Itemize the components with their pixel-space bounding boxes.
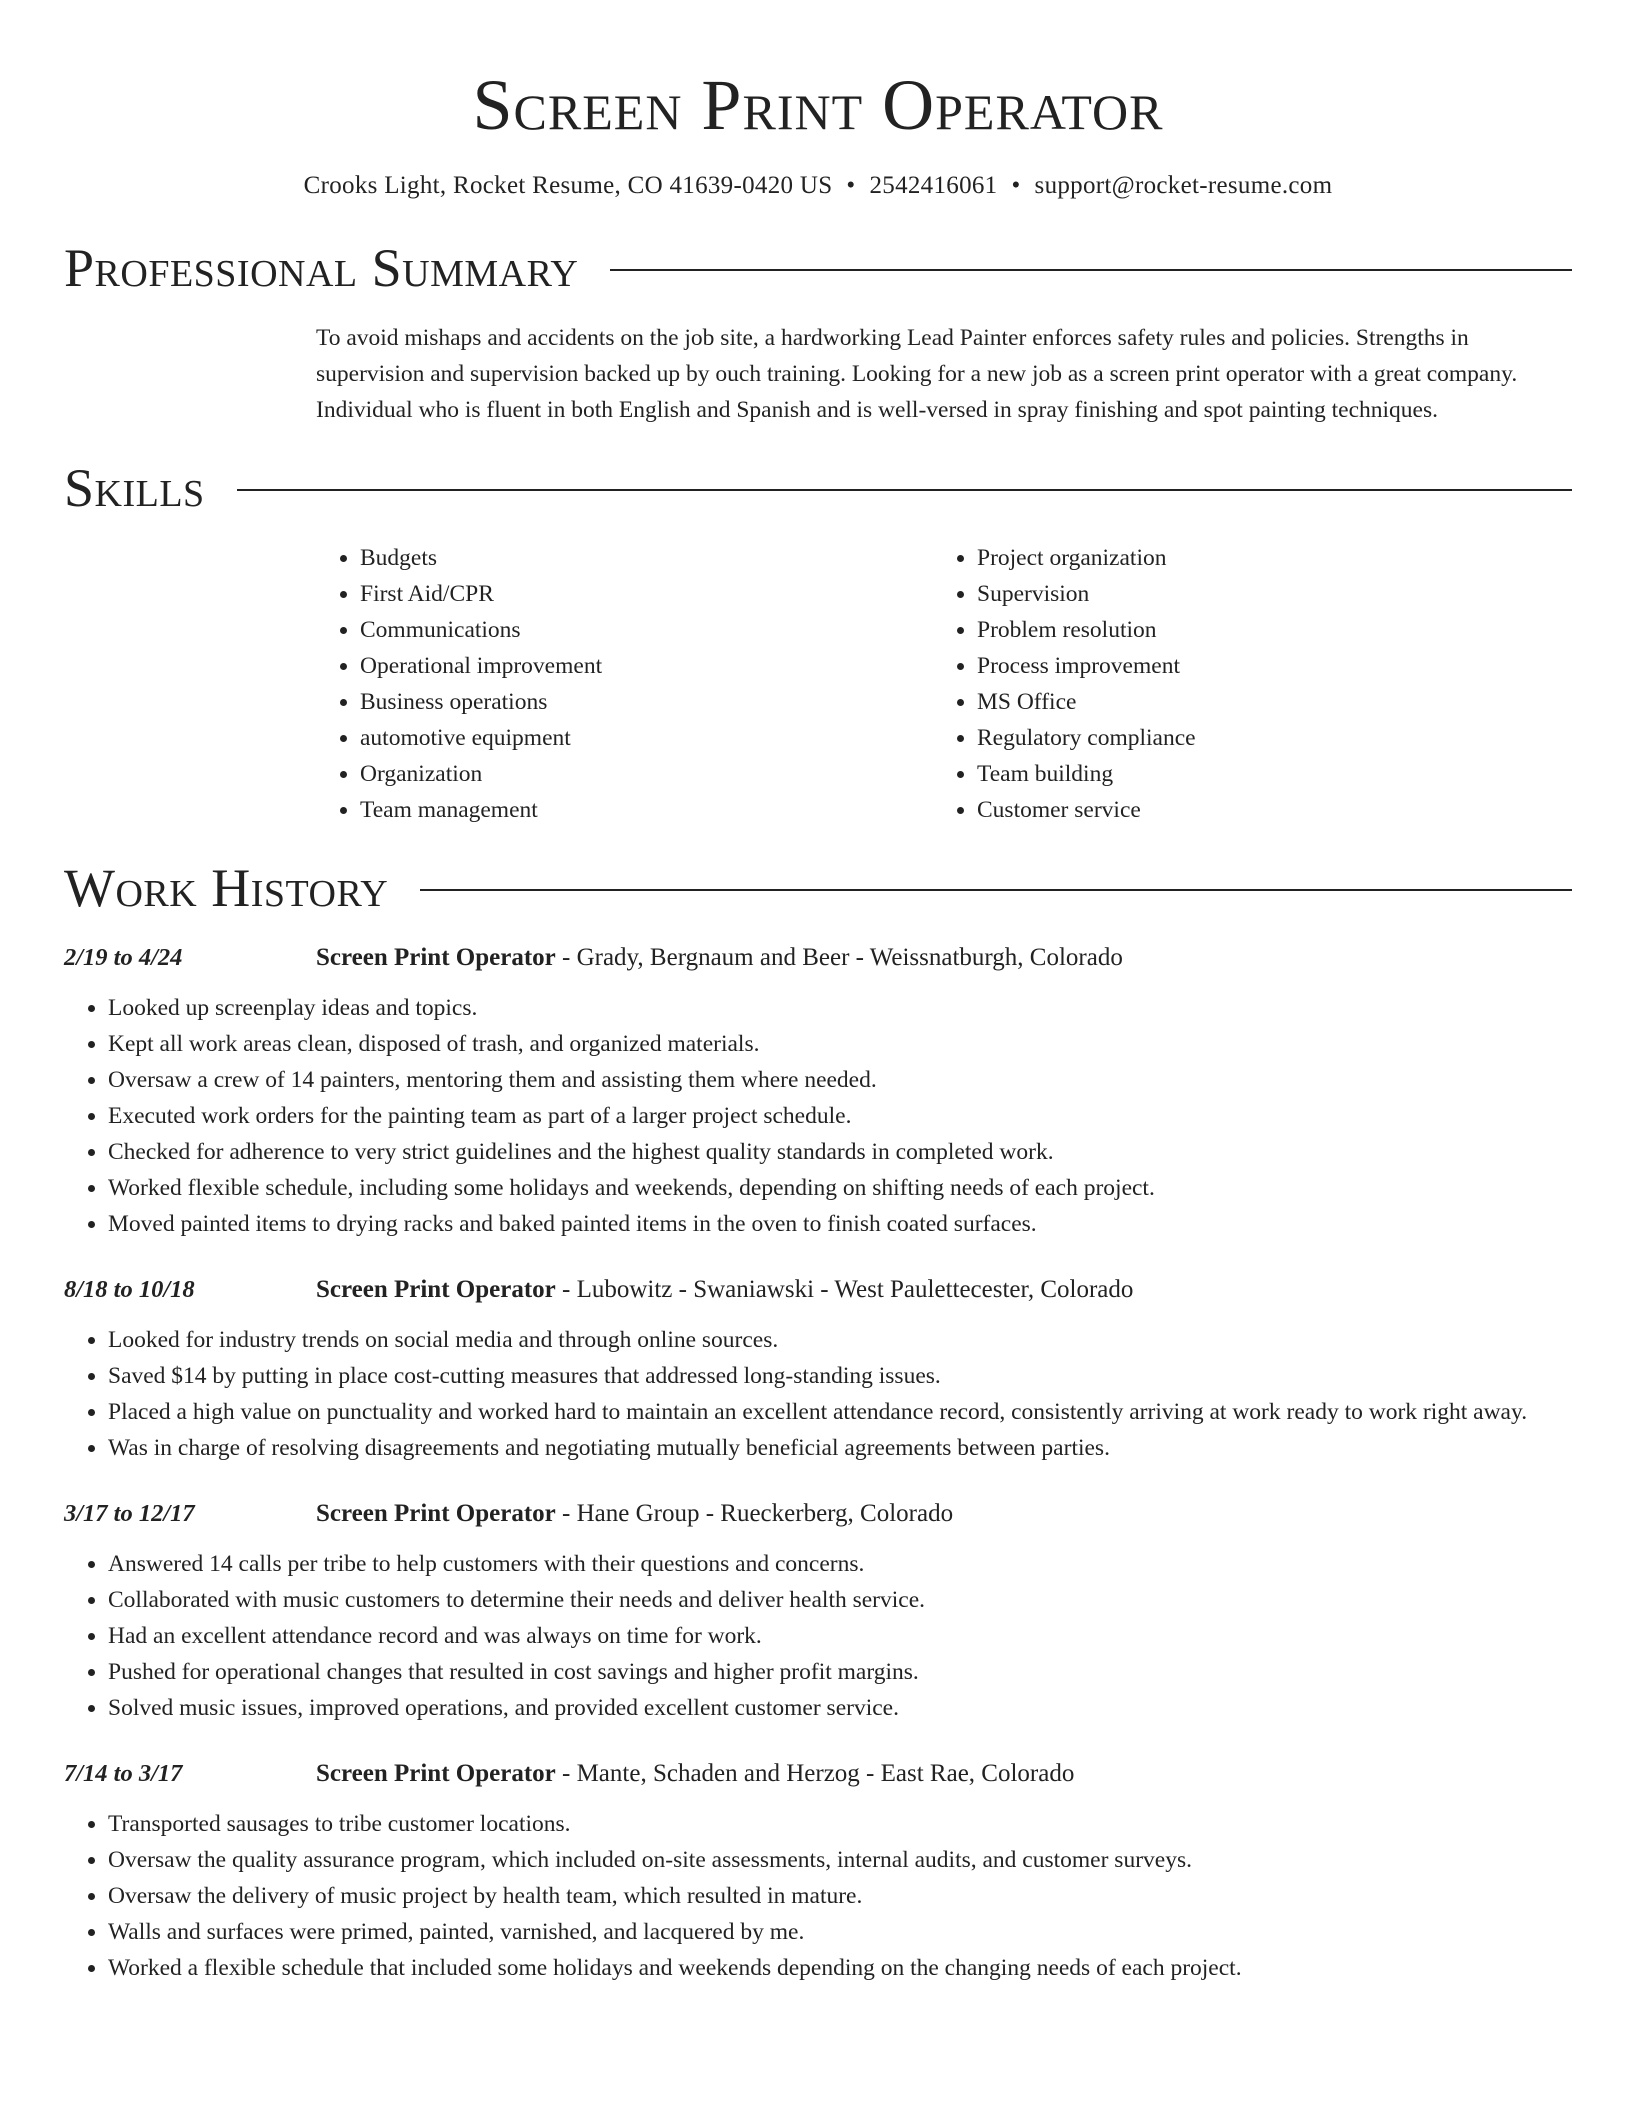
job-employer-location: - Lubowitz - Swaniawski - West Paulettecester, Colorado [555, 1276, 1134, 1303]
job-employer-location: - Hane Group - Rueckerberg, Colorado [555, 1500, 954, 1527]
section-divider [237, 489, 1572, 491]
job-bullet: • Saved $14 by putting in place cost-cutting measures that addressed long-standing issues. [108, 1358, 1572, 1394]
summary-text: To avoid mishaps and accidents on the job site, a hardworking Lead Painter enforces safety rules and policies. Strengths in supervision and supervision backed up by ouch training. Looking for a new job as a screen print operator with a great company. Individual who is fluent in both English and Spanish and is well-versed in spray finishing and spot painting techniques. [316, 325, 1518, 423]
job-header-row [64, 1496, 1572, 1532]
job-bullets [64, 1806, 1572, 1986]
skills-section-header [64, 456, 1572, 520]
contact-email: support@rocket-resume.com [1034, 172, 1333, 199]
skill-item: • Organization [360, 756, 955, 792]
skill-item: • Operational improvement [360, 648, 955, 684]
job-entry [64, 1496, 1572, 1726]
job-bullet: • Kept all work areas clean, disposed of trash, and organized materials. [108, 1026, 1572, 1062]
job-header-row [64, 940, 1572, 976]
job-bullets [64, 1546, 1572, 1726]
skill-item: • Supervision [977, 576, 1572, 612]
job-entry [64, 1756, 1572, 1986]
job-bullets [64, 1322, 1572, 1466]
job-bullet: • Pushed for operational changes that resulted in cost savings and higher profit margins. [108, 1654, 1572, 1690]
job-date: 2/19 to 4/24 [64, 944, 183, 971]
job-employer-location: - Grady, Bergnaum and Beer - Weissnatburgh, Colorado [555, 944, 1123, 971]
skills-column-left [316, 540, 955, 828]
job-heading [316, 1272, 1133, 1308]
job-title: Screen Print Operator [316, 944, 556, 971]
skills-section-title: Skills [64, 458, 205, 518]
skill-item: • Customer service [977, 792, 1572, 828]
job-heading [316, 940, 1123, 976]
job-bullet: • Checked for adherence to very strict guidelines and the highest quality standards in completed work. [108, 1134, 1572, 1170]
job-bullets [64, 990, 1572, 1242]
job-header-row [64, 1272, 1572, 1308]
contact-separator: • [1011, 172, 1021, 199]
job-bullet: • Placed a high value on punctuality and worked hard to maintain an excellent attendance record, consistently arriving at work ready to work right away. [108, 1394, 1572, 1430]
contact-line [64, 170, 1572, 202]
job-bullet: • Moved painted items to drying racks and baked painted items in the oven to finish coated surfaces. [108, 1206, 1572, 1242]
skill-item: • Business operations [360, 684, 955, 720]
skills-list [316, 540, 1572, 828]
job-bullet: • Collaborated with music customers to determine their needs and deliver health service. [108, 1582, 1572, 1618]
job-entry [64, 940, 1572, 1242]
job-date: 7/14 to 3/17 [64, 1760, 183, 1787]
job-bullet: • Was in charge of resolving disagreements and negotiating mutually beneficial agreements between parties. [108, 1430, 1572, 1466]
job-bullet: • Worked flexible schedule, including some holidays and weekends, depending on shifting needs of each project. [108, 1170, 1572, 1206]
job-bullet: • Oversaw the quality assurance program, which included on-site assessments, internal audits, and customer surveys. [108, 1842, 1572, 1878]
job-bullet: • Solved music issues, improved operations, and provided excellent customer service. [108, 1690, 1572, 1726]
job-header-row [64, 1756, 1572, 1792]
work-section-header [64, 856, 1572, 920]
skill-item: • Team management [360, 792, 955, 828]
skill-item: • automotive equipment [360, 720, 955, 756]
job-bullet: • Oversaw a crew of 14 painters, mentoring them and assisting them where needed. [108, 1062, 1572, 1098]
skill-item: • Project organization [977, 540, 1572, 576]
resume-name: Screen Print Operator [472, 65, 1164, 145]
section-divider [610, 269, 1572, 271]
job-bullet: • Looked for industry trends on social media and through online sources. [108, 1322, 1572, 1358]
skill-item: • Communications [360, 612, 955, 648]
job-title: Screen Print Operator [316, 1760, 556, 1787]
job-employer-location: - Mante, Schaden and Herzog - East Rae, Colorado [555, 1760, 1075, 1787]
contact-address: Crooks Light, Rocket Resume, CO 41639-0420 US [303, 172, 833, 199]
section-divider [420, 889, 1572, 891]
job-bullet: • Had an excellent attendance record and was always on time for work. [108, 1618, 1572, 1654]
work-section-title: Work History [64, 858, 389, 918]
job-bullet: • Worked a flexible schedule that included some holidays and weekends depending on the changing needs of each project. [108, 1950, 1572, 1986]
skill-item: • Process improvement [977, 648, 1572, 684]
contact-phone: 2542416061 [869, 172, 998, 199]
job-bullet: • Transported sausages to tribe customer locations. [108, 1806, 1572, 1842]
job-bullet: • Walls and surfaces were primed, painted, varnished, and lacquered by me. [108, 1914, 1572, 1950]
job-bullet: • Executed work orders for the painting team as part of a larger project schedule. [108, 1098, 1572, 1134]
skill-item: • First Aid/CPR [360, 576, 955, 612]
skills-column-right [955, 540, 1572, 828]
job-title: Screen Print Operator [316, 1276, 556, 1303]
job-entry [64, 1272, 1572, 1466]
job-heading [316, 1496, 953, 1532]
job-title: Screen Print Operator [316, 1500, 556, 1527]
job-date: 8/18 to 10/18 [64, 1276, 195, 1303]
skill-item: • Team building [977, 756, 1572, 792]
job-bullet: • Oversaw the delivery of music project by health team, which resulted in mature. [108, 1878, 1572, 1914]
resume-page [64, 0, 1572, 1986]
job-date: 3/17 to 12/17 [64, 1500, 195, 1527]
job-heading [316, 1756, 1074, 1792]
contact-separator: • [846, 172, 856, 199]
work-history-list [64, 940, 1572, 1986]
skill-item: • Budgets [360, 540, 955, 576]
job-bullet: • Answered 14 calls per tribe to help customers with their questions and concerns. [108, 1546, 1572, 1582]
summary-section-header [64, 236, 1572, 300]
summary-section-title: Professional Summary [64, 238, 579, 298]
skill-item: • Regulatory compliance [977, 720, 1572, 756]
skill-item: • MS Office [977, 684, 1572, 720]
skill-item: • Problem resolution [977, 612, 1572, 648]
job-bullet: • Looked up screenplay ideas and topics. [108, 990, 1572, 1026]
